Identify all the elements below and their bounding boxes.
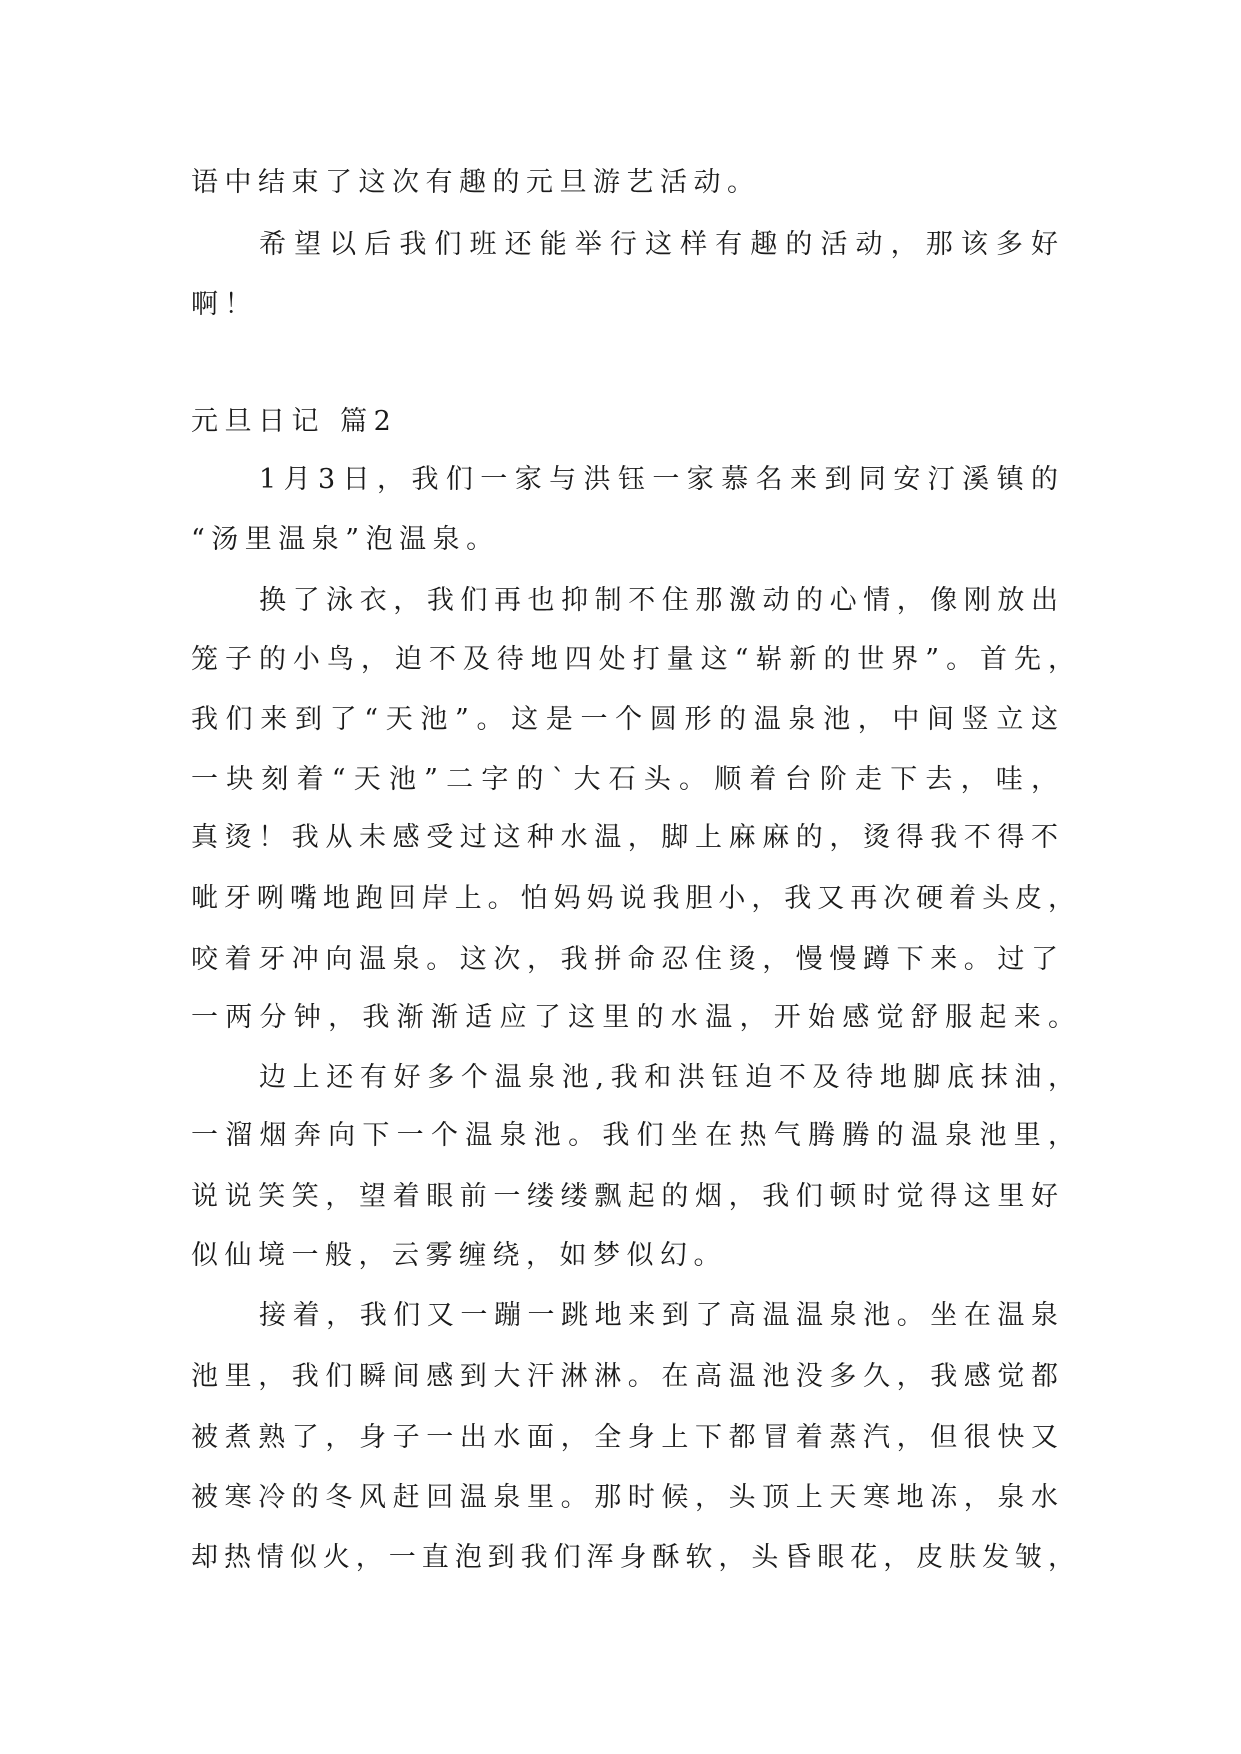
text-line: 被寒冷的冬风赶回温泉里。那时候，头顶上天寒地冻，泉水 — [191, 1482, 1058, 1513]
text-line: 一两分钟，我渐渐适应了这里的水温，开始感觉舒服起来。 — [191, 1002, 1075, 1033]
text-line: 一块刻着“天池”二字的`大石头。顺着台阶走下去，哇， — [191, 764, 1058, 795]
text-line: “汤里温泉”泡温泉。 — [191, 524, 500, 555]
text-line: 似仙境一般，云雾缠绕，如梦似幻。 — [191, 1240, 727, 1271]
text-line: 被煮熟了，身子一出水面，全身上下都冒着蒸汽，但很快又 — [191, 1422, 1058, 1453]
text-line: 希望以后我们班还能举行这样有趣的活动，那该多好 — [259, 229, 1058, 260]
text-line: 一溜烟奔向下一个温泉池。我们坐在热气腾腾的温泉池里， — [191, 1120, 1075, 1151]
text-line: 边上还有好多个温泉池,我和洪钰迫不及待地脚底抹油， — [259, 1062, 1075, 1093]
text-line: 换了泳衣，我们再也抑制不住那激动的心情，像刚放出 — [259, 585, 1058, 616]
text-line: 我们来到了“天池”。这是一个圆形的温泉池，中间竖立这 — [191, 704, 1058, 735]
text-line: 笼子的小鸟，迫不及待地四处打量这“崭新的世界”。首先， — [191, 644, 1075, 675]
section-title: 元旦日记 篇2 — [191, 406, 398, 437]
text-line: 呲牙咧嘴地跑回岸上。怕妈妈说我胆小，我又再次硬着头皮， — [191, 883, 1075, 914]
text-line: 接着，我们又一蹦一跳地来到了高温温泉池。坐在温泉 — [259, 1300, 1058, 1331]
text-line: 咬着牙冲向温泉。这次，我拼命忍住烫，慢慢蹲下来。过了 — [191, 944, 1058, 975]
text-line: 却热情似火，一直泡到我们浑身酥软，头昏眼花，皮肤发皱， — [191, 1542, 1075, 1573]
text-line: 真烫！我从未感受过这种水温，脚上麻麻的，烫得我不得不 — [191, 822, 1058, 853]
text-line: 语中结束了这次有趣的元旦游艺活动。 — [191, 167, 761, 198]
text-line: 1月3日，我们一家与洪钰一家慕名来到同安汀溪镇的 — [259, 464, 1058, 495]
text-line: 池里，我们瞬间感到大汗淋淋。在高温池没多久，我感觉都 — [191, 1361, 1058, 1392]
text-line: 啊！ — [191, 289, 258, 320]
text-line: 说说笑笑，望着眼前一缕缕飘起的烟，我们顿时觉得这里好 — [191, 1181, 1058, 1212]
